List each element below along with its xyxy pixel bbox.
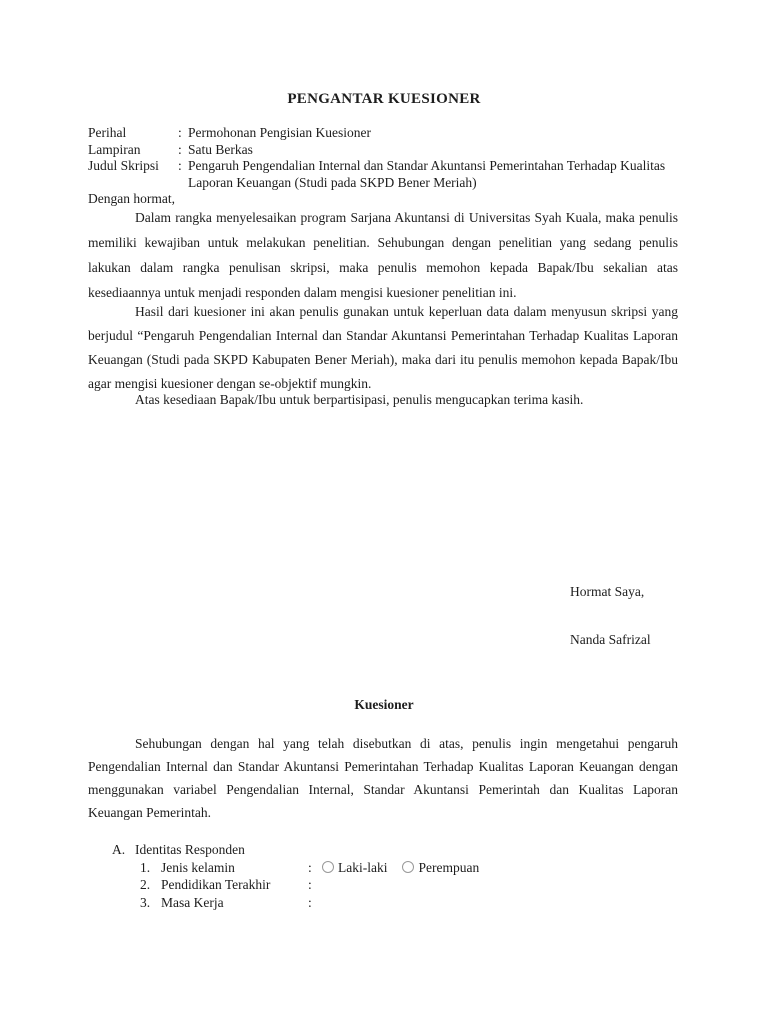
paragraph-1: Dalam rangka menyelesaikan program Sarjana Akuntansi di Universitas Syah Kuala, maka penulis memiliki kewajiban untuk melakukan penelitian. Sehubungan dengan penelitian yang sedang penulis lakukan dalam rangka penulisan skripsi, maka penulis memohon kepada Bapak/Ibu sekalian atas kesediaannya untuk menjadi responden dalam mengisi kuesioner penelitian ini. bbox=[88, 210, 678, 300]
paragraph-3: Atas kesediaan Bapak/Ibu untuk berpartisipasi, penulis mengucapkan terima kasih. bbox=[135, 392, 584, 407]
kuesioner-heading: Kuesioner bbox=[354, 697, 414, 712]
meta-label: Lampiran bbox=[88, 141, 141, 157]
radio-perempuan[interactable] bbox=[402, 861, 414, 873]
meta-row-judul-skripsi bbox=[88, 158, 680, 191]
radio-laki-laki[interactable] bbox=[322, 861, 334, 873]
gender-options bbox=[322, 859, 479, 877]
item-number: 3. bbox=[140, 894, 151, 910]
letter-meta-block bbox=[88, 125, 680, 191]
meta-colon: : bbox=[178, 158, 182, 173]
option-label-laki-laki: Laki-laki bbox=[338, 859, 388, 875]
item-colon: : bbox=[308, 877, 312, 892]
option-label-perempuan: Perempuan bbox=[418, 859, 480, 875]
meta-row-perihal bbox=[88, 125, 680, 142]
meta-row-lampiran bbox=[88, 142, 680, 159]
meta-colon: : bbox=[178, 125, 182, 140]
identity-section bbox=[112, 841, 672, 911]
signature-name: Nanda Safrizal bbox=[570, 632, 651, 647]
identity-row-pendidikan-terakhir bbox=[140, 876, 672, 894]
item-number: 2. bbox=[140, 877, 151, 892]
kuesioner-intro-paragraph: Sehubungan dengan hal yang telah disebutkan di atas, penulis ingin mengetahui pengaruh Pengendalian Internal dan Standar Akuntansi Pemerintahan Terhadap Kualitas Laporan Keuangan dengan menggunakan variabel Pengendalian Internal, Standar Akuntansi Pemerintah dan Kualitas Laporan Keuangan Pemerintah. bbox=[88, 736, 678, 820]
item-number: 1. bbox=[140, 859, 151, 875]
identity-row-masa-kerja bbox=[140, 894, 672, 912]
meta-value: Pengaruh Pengendalian Internal dan Standar Akuntansi Pemerintahan Terhadap Kualitas Laporan Keuangan (Studi pada SKPD Bener Meriah) bbox=[188, 158, 666, 190]
meta-label: Perihal bbox=[88, 125, 127, 140]
meta-value: Satu Berkas bbox=[188, 141, 253, 157]
meta-label: Judul Skripsi bbox=[88, 158, 159, 173]
meta-colon: : bbox=[178, 141, 182, 157]
identity-section-title: Identitas Responden bbox=[135, 842, 245, 857]
signature-salute: Hormat Saya, bbox=[570, 584, 645, 599]
page-title: PENGANTAR KUESIONER bbox=[287, 91, 481, 107]
identity-row-jenis-kelamin bbox=[140, 859, 672, 877]
item-colon: : bbox=[308, 894, 312, 910]
item-colon: : bbox=[308, 859, 312, 875]
paragraph-2: Hasil dari kuesioner ini akan penulis gunakan untuk keperluan data dalam menyusun skripsi yang berjudul “Pengaruh Pengendalian Internal dan Standar Akuntansi Pemerintahan Terhadap Kualitas Laporan Keuangan (Studi pada SKPD Kabupaten Bener Meriah), maka dari itu penulis memohon kepada Bapak/Ibu agar mengisi kuesioner dengan se-objektif mungkin. bbox=[88, 304, 678, 391]
salutation: Dengan hormat, bbox=[88, 191, 175, 206]
identity-section-heading bbox=[112, 841, 672, 859]
item-label: Pendidikan Terakhir bbox=[161, 877, 271, 892]
meta-value: Permohonan Pengisian Kuesioner bbox=[188, 125, 371, 140]
identity-section-letter: A. bbox=[112, 842, 126, 857]
item-label: Masa Kerja bbox=[161, 894, 224, 910]
item-label: Jenis kelamin bbox=[161, 859, 235, 875]
